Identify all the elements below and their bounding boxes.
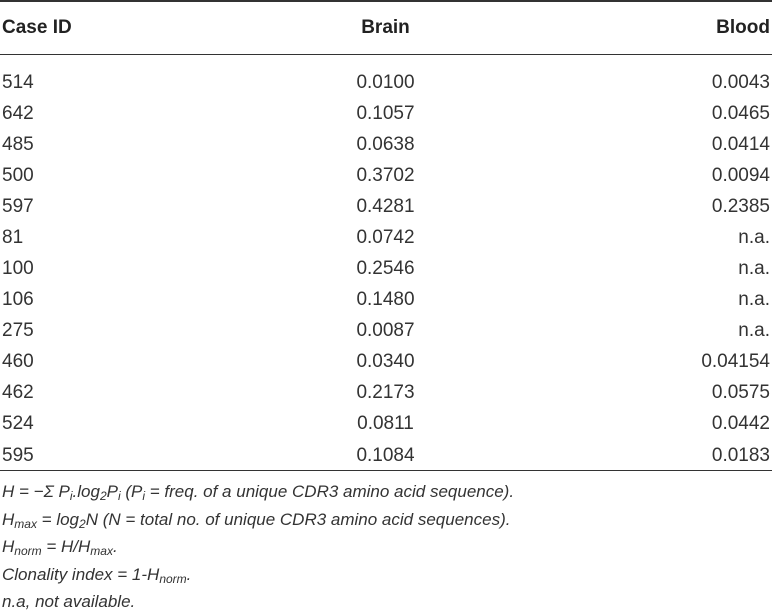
case-id-cell: 275 (2, 320, 34, 342)
case-id-cell: 500 (2, 164, 34, 186)
table-row (0, 440, 772, 471)
footnote-subscript: i (69, 489, 73, 503)
case-id-cell: 460 (2, 351, 34, 373)
blood-cell: 0.0414 (711, 133, 770, 155)
footnote-line (2, 533, 770, 561)
brain-cell: 0.0742 (356, 226, 415, 248)
footnote-line (2, 506, 770, 534)
table-row (0, 409, 772, 440)
blood-cell: n.a. (738, 226, 770, 248)
footnote-subscript: max (90, 544, 113, 558)
table-row (0, 316, 772, 347)
footnote-subscript: max (14, 516, 37, 531)
case-id-cell: 100 (2, 258, 34, 280)
footnote-text: .log (72, 482, 100, 501)
blood-cell: 0.0465 (711, 102, 770, 124)
case-id-cell: 642 (2, 102, 34, 124)
brain-cell: 0.1057 (356, 102, 415, 124)
brain-cell: 0.1480 (356, 289, 415, 311)
footnote-text: n.a, not available. (2, 592, 136, 611)
blood-cell: 0.0043 (711, 71, 770, 93)
brain-cell: 0.1084 (356, 444, 415, 466)
case-id-cell: 514 (2, 71, 34, 93)
brain-cell: 0.0087 (356, 320, 415, 342)
footnote-subscript: norm (159, 571, 187, 586)
footnote-line (2, 478, 770, 506)
footnote-subscript: 2 (79, 516, 86, 531)
table-row (0, 98, 772, 129)
blood-cell: 0.2385 (711, 195, 770, 217)
blood-cell: 0.04154 (701, 351, 770, 373)
footnote-text: = freq. of a unique CDR3 amino acid sequence). (145, 482, 515, 501)
table-row (0, 191, 772, 222)
brain-cell: 0.0340 (356, 351, 415, 373)
footnote-text: = log (36, 509, 80, 529)
footnote-subscript: i (142, 489, 146, 503)
table-body (0, 55, 772, 471)
brain-cell: 0.2546 (356, 258, 415, 280)
header-blood: Blood (716, 16, 770, 38)
blood-cell: 0.0094 (711, 164, 770, 186)
footnote-text: P (106, 482, 118, 501)
table-row (0, 222, 772, 253)
table-row (0, 55, 772, 98)
brain-cell: 0.0638 (356, 133, 415, 155)
brain-cell: 0.0100 (356, 71, 415, 93)
table-row (0, 285, 772, 316)
footnote-subscript: 2 (99, 489, 107, 503)
case-id-cell: 524 (2, 413, 34, 435)
blood-cell: 0.0442 (711, 413, 770, 435)
case-id-cell: 597 (2, 195, 34, 217)
footnote-text: . (186, 564, 192, 584)
blood-cell: 0.0575 (711, 382, 770, 404)
footnote-text: H = −Σ P (2, 482, 70, 501)
footnote-text: H (2, 537, 15, 556)
blood-cell: n.a. (738, 289, 770, 311)
footnote-text: N (N = total no. of unique CDR3 amino acid sequences). (85, 509, 511, 529)
brain-cell: 0.3702 (356, 164, 415, 186)
table-row (0, 347, 772, 378)
case-id-cell: 81 (2, 226, 24, 248)
footnote-line (2, 588, 770, 616)
blood-cell: n.a. (738, 258, 770, 280)
header-case-id: Case ID (2, 16, 72, 38)
footnote-subscript: i (117, 489, 121, 503)
footnote-text: . (112, 537, 118, 556)
table-footnotes (2, 478, 770, 616)
case-id-cell: 485 (2, 133, 34, 155)
table-row (0, 160, 772, 191)
brain-cell: 0.2173 (356, 382, 415, 404)
case-id-cell: 462 (2, 382, 34, 404)
blood-cell: n.a. (738, 320, 770, 342)
table-row (0, 378, 772, 409)
table-row (0, 129, 772, 160)
table-row (0, 253, 772, 284)
header-brain: Brain (361, 16, 410, 38)
case-id-cell: 106 (2, 289, 34, 311)
footnote-text: = H/H (41, 537, 91, 556)
case-id-cell: 595 (2, 444, 34, 466)
header-row (0, 0, 772, 55)
footnote-subscript: norm (14, 544, 42, 558)
blood-cell: 0.0183 (711, 444, 770, 466)
footnote-text: H (2, 509, 15, 529)
footnote-text: Clonality index = 1-H (2, 564, 160, 584)
brain-cell: 0.4281 (356, 195, 415, 217)
footnote-line (2, 561, 770, 589)
footnote-text: (P (120, 482, 143, 501)
brain-cell: 0.0811 (357, 413, 414, 435)
